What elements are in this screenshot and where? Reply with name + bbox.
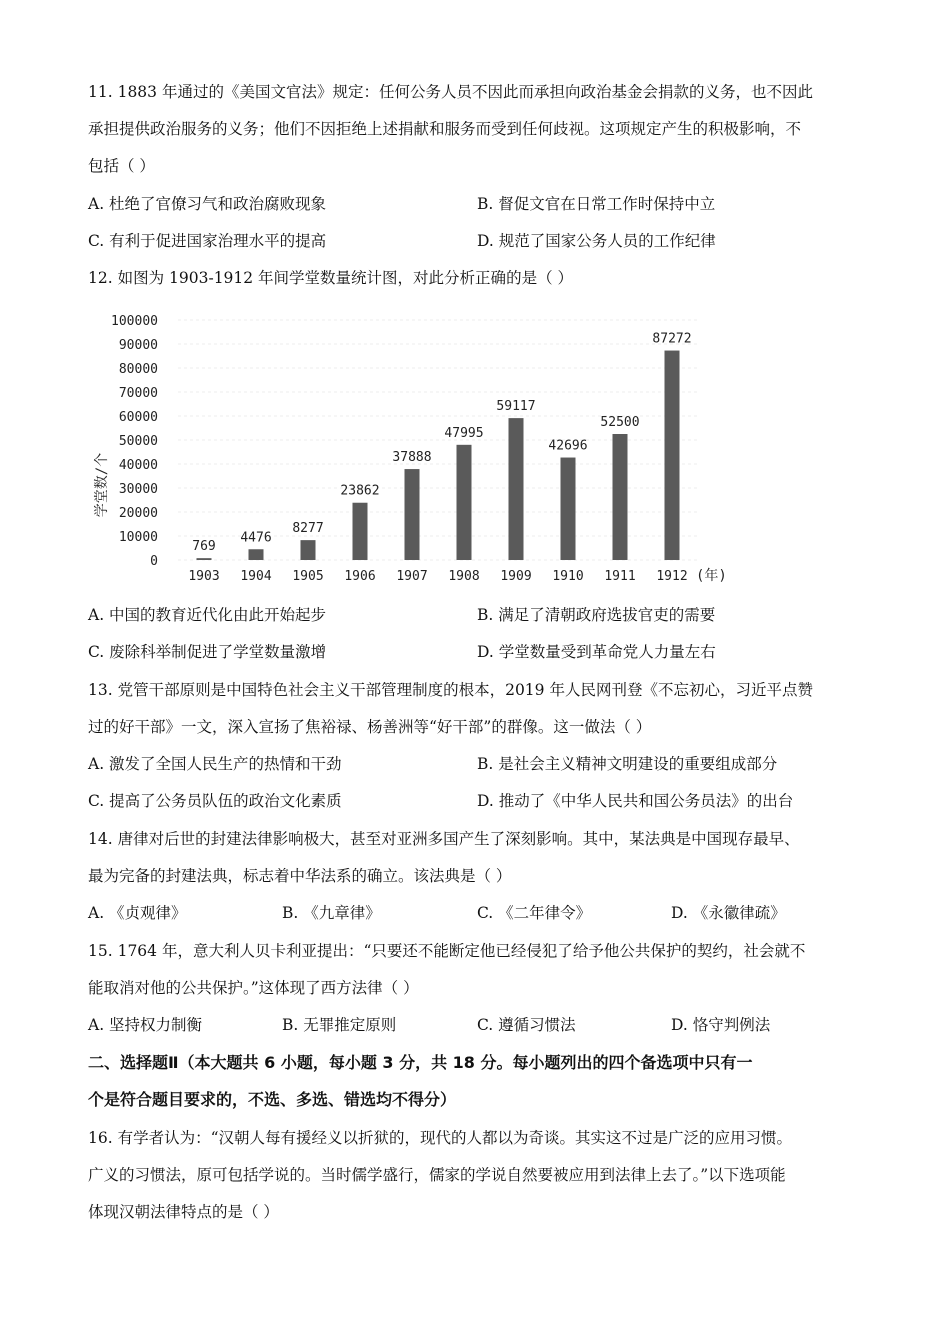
school-count-bar-chart	[88, 300, 748, 594]
q11-option-a: A. 杜绝了官僚习气和政治腐败现象	[88, 195, 327, 213]
value-label-1908: 47995	[444, 425, 484, 441]
q11-stem-line-3: 包括（ ）	[88, 157, 155, 175]
q13-option-c: C. 提高了公务员队伍的政治文化素质	[88, 792, 342, 810]
q13-stem-line-1: 13. 党管干部原则是中国特色社会主义干部管理制度的根本，2019 年人民网刊登《不忘初心，习近平点赞	[88, 681, 813, 699]
value-label-1904: 4476	[240, 530, 272, 546]
value-label-1906: 23862	[340, 483, 380, 499]
value-label-1912: 87272	[652, 331, 692, 347]
bar-1906	[353, 503, 368, 560]
q11-option-d: D. 规范了国家公务人员的工作纪律	[477, 232, 716, 250]
q13-stem-line-2: 过的好干部》一文，深入宣扬了焦裕禄、杨善洲等“好干部”的群像。这一做法（ ）	[88, 718, 652, 736]
bar-1911	[613, 434, 628, 560]
y-tick-label: 40000	[118, 458, 158, 473]
y-tick-label: 20000	[118, 506, 158, 521]
value-label-1909: 59117	[496, 399, 536, 415]
chart-bars	[197, 351, 680, 560]
q13-option-d: D. 推动了《中华人民共和国公务员法》的出台	[477, 792, 794, 810]
value-label-1903: 769	[192, 539, 216, 555]
q13-option-a: A. 激发了全国人民生产的热情和干劲	[88, 755, 342, 773]
y-tick-label: 50000	[118, 434, 158, 449]
x-tick-label-1904: 1904	[240, 569, 272, 584]
q15-option-c: C. 遵循习惯法	[477, 1016, 576, 1034]
q14-stem-line-2: 最为完备的封建法典，标志着中华法系的确立。该法典是（ ）	[88, 867, 512, 885]
y-tick-label: 70000	[118, 386, 158, 401]
x-tick-label-1906: 1906	[344, 569, 376, 584]
q16-stem-line-1: 16. 有学者认为：“汉朝人每有援经义以折狱的，现代的人都以为奇谈。其实这不过是广泛的应用习惯。	[88, 1129, 793, 1147]
section-2-heading-line-2: 个是符合题目要求的，不选、多选、错选均不得分）	[88, 1090, 457, 1109]
chart-y-axis-label: 学堂数/个	[94, 452, 110, 518]
bar-1912	[665, 351, 680, 560]
q11-stem-line-1: 11. 1883 年通过的《美国文官法》规定：任何公务人员不因此而承担向政治基金会捐款的义务，也不因此	[88, 83, 813, 101]
q16-stem-line-3: 体现汉朝法律特点的是（ ）	[88, 1203, 279, 1221]
q11-stem-line-2: 承担提供政治服务的义务；他们不因拒绝上述捐献和服务而受到任何歧视。这项规定产生的积极影响，不	[88, 120, 802, 138]
bar-1907	[405, 469, 420, 560]
x-tick-label-1907: 1907	[396, 569, 428, 584]
y-tick-label: 60000	[118, 410, 158, 425]
value-label-1907: 37888	[392, 450, 432, 466]
bar-1908	[457, 445, 472, 560]
value-label-1905: 8277	[292, 521, 324, 537]
q12-option-b: B. 满足了清朝政府选拔官吏的需要	[477, 606, 716, 624]
bar-1904	[249, 549, 264, 560]
section-2-heading-line-1: 二、选择题Ⅱ（本大题共 6 小题，每小题 3 分，共 18 分。每小题列出的四个备选项中只有一	[88, 1053, 753, 1072]
q11-option-c: C. 有利于促进国家治理水平的提高	[88, 232, 327, 250]
q15-option-b: B. 无罪推定原则	[282, 1016, 397, 1034]
x-tick-label-1908: 1908	[448, 569, 480, 584]
q14-option-a: A. 《贞观律》	[88, 904, 187, 922]
q12-option-a: A. 中国的教育近代化由此开始起步	[88, 606, 327, 624]
value-label-1911: 52500	[600, 415, 640, 430]
chart-x-axis-unit: (年)	[696, 568, 727, 584]
y-tick-label: 30000	[118, 482, 158, 497]
x-tick-label-1905: 1905	[292, 569, 324, 584]
q15-option-d: D. 恪守判例法	[671, 1016, 771, 1034]
q14-stem-line-1: 14. 唐律对后世的封建法律影响极大，甚至对亚洲多国产生了深刻影响。其中，某法典是中国现存最早、	[88, 830, 800, 848]
bar-1905	[301, 540, 316, 560]
q12-option-c: C. 废除科举制促进了学堂数量激增	[88, 643, 327, 661]
q15-option-a: A. 坚持权力制衡	[88, 1016, 203, 1034]
q16-stem-line-2: 广义的习惯法，原可包括学说的。当时儒学盛行，儒家的学说自然要被应用到法律上去了。”以下选项能	[88, 1166, 786, 1184]
bar-1903	[197, 558, 212, 560]
x-tick-label-1910: 1910	[552, 569, 584, 584]
y-tick-label: 90000	[118, 338, 158, 353]
q13-option-b: B. 是社会主义精神文明建设的重要组成部分	[477, 755, 778, 773]
chart-x-ticks	[188, 569, 687, 584]
q14-option-b: B. 《九章律》	[282, 904, 381, 922]
q14-option-c: C. 《二年律令》	[477, 904, 592, 922]
q12-option-d: D. 学堂数量受到革命党人力量左右	[477, 643, 716, 661]
x-tick-label-1903: 1903	[188, 569, 220, 584]
q14-option-d: D. 《永徽律疏》	[671, 904, 786, 922]
q11-option-b: B. 督促文官在日常工作时保持中立	[477, 195, 716, 213]
x-tick-label-1911: 1911	[604, 569, 636, 584]
y-tick-label: 0	[150, 554, 158, 569]
chart-y-ticks	[111, 314, 158, 569]
bar-1909	[509, 418, 524, 560]
y-tick-label: 100000	[111, 314, 158, 329]
y-tick-label: 10000	[118, 530, 158, 545]
q12-stem: 12. 如图为 1903-1912 年间学堂数量统计图，对此分析正确的是（ ）	[88, 269, 573, 287]
q15-stem-line-1: 15. 1764 年，意大利人贝卡利亚提出：“只要还不能断定他已经侵犯了给予他公共保护的契约，社会就不	[88, 942, 806, 960]
x-tick-label-1912: 1912	[656, 569, 688, 584]
q15-stem-line-2: 能取消对他的公共保护。”这体现了西方法律（ ）	[88, 979, 419, 997]
bar-1910	[561, 458, 576, 560]
y-tick-label: 80000	[118, 362, 158, 377]
x-tick-label-1909: 1909	[500, 569, 532, 584]
value-label-1910: 42696	[548, 438, 588, 454]
